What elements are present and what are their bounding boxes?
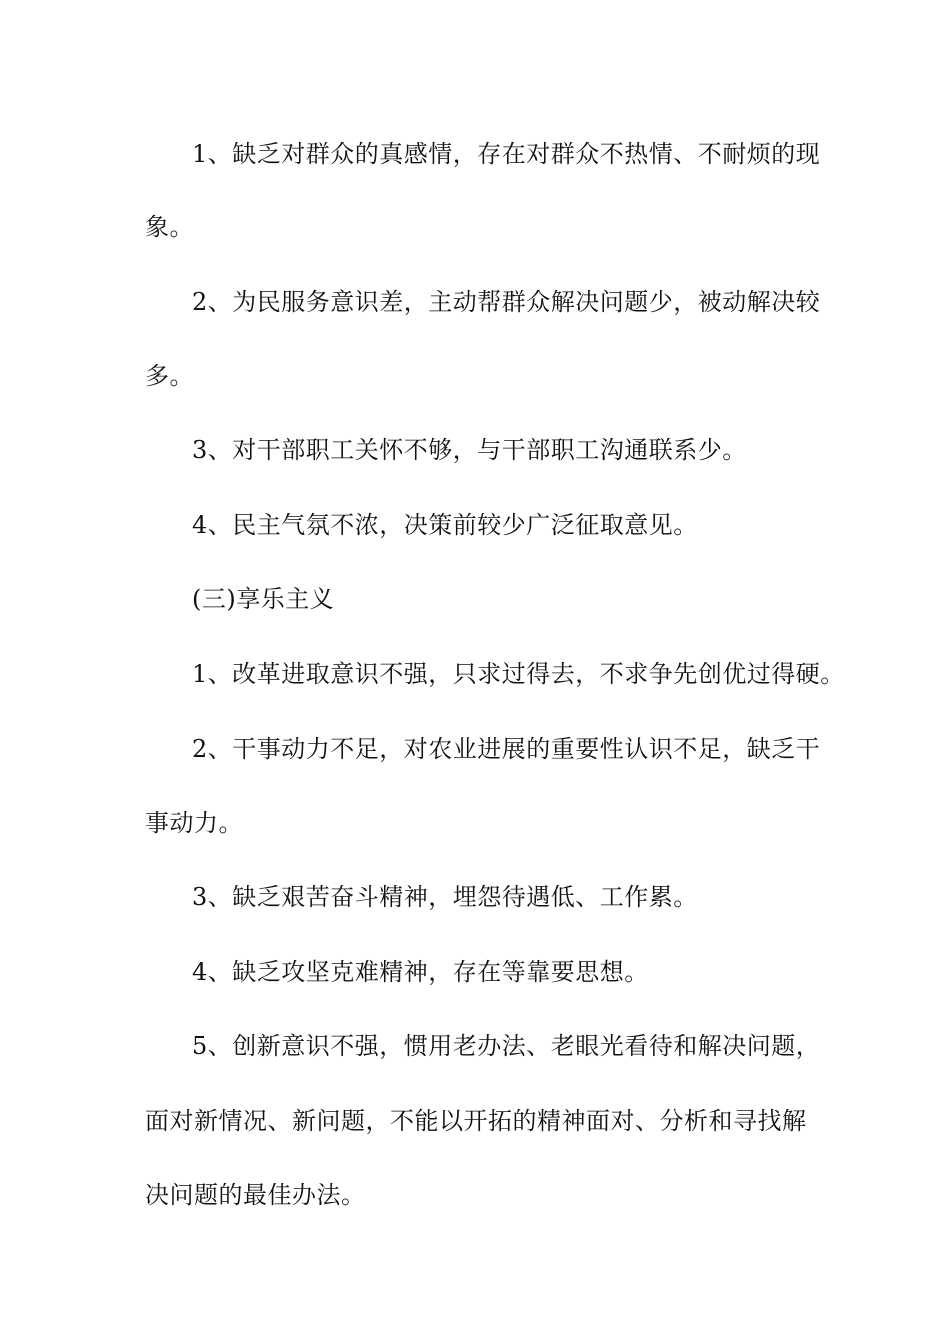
paragraph-line: 2、为民服务意识差，主动帮群众解决问题少，被动解决较: [192, 288, 821, 316]
paragraph-line: 决问题的最佳办法。: [145, 1181, 366, 1209]
paragraph-line: 5、创新意识不强，惯用老办法、老眼光看待和解决问题，: [192, 1032, 821, 1060]
paragraph-line: 面对新情况、新问题，不能以开拓的精神面对、分析和寻找解: [145, 1107, 807, 1135]
paragraph-line: 4、民主气氛不浓，决策前较少广泛征取意见。: [192, 511, 698, 539]
paragraph-line: 2、干事动力不足，对农业进展的重要性认识不足，缺乏干: [192, 735, 821, 763]
paragraph-line: 多。: [145, 362, 194, 390]
paragraph-line: 1、缺乏对群众的真感情，存在对群众不热情、不耐烦的现: [192, 140, 821, 168]
paragraph-line: 3、缺乏艰苦奋斗精神，埋怨待遇低、工作累。: [192, 883, 698, 911]
paragraph-line: 3、对干部职工关怀不够，与干部职工沟通联系少。: [192, 436, 747, 464]
paragraph-line: 事动力。: [145, 809, 243, 837]
paragraph-line: 象。: [145, 213, 194, 241]
paragraph-line: 1、改革进取意识不强，只求过得去，不求争先创优过得硬。: [192, 660, 845, 688]
section-heading: (三)享乐主义: [192, 585, 335, 613]
paragraph-line: 4、缺乏攻坚克难精神，存在等靠要思想。: [192, 958, 649, 986]
